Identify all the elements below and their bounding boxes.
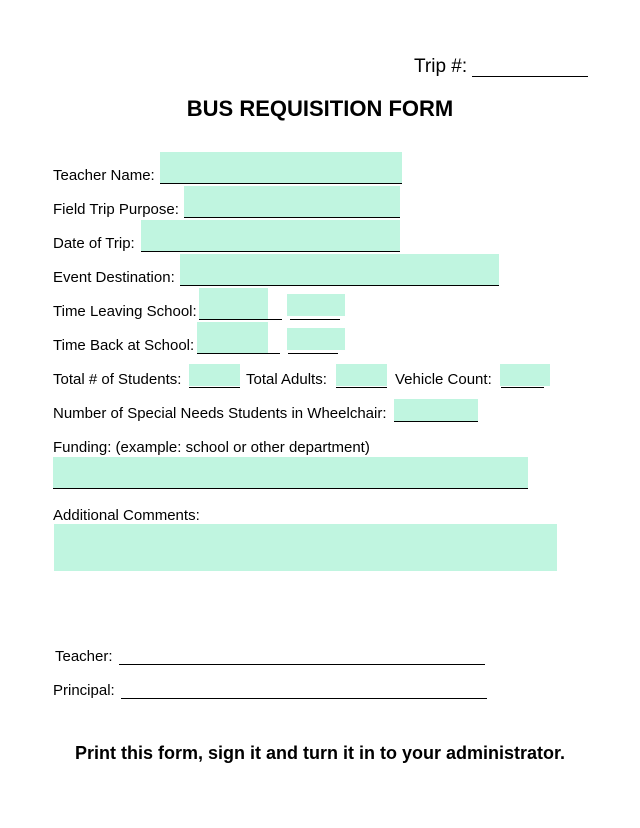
students-line bbox=[189, 387, 240, 388]
adults-line bbox=[336, 387, 387, 388]
time-leaving-ampm-line bbox=[290, 319, 340, 320]
time-back-ampm-field[interactable] bbox=[287, 328, 345, 350]
adults-label: Total Adults: bbox=[246, 371, 327, 388]
funding-line bbox=[53, 488, 528, 489]
time-back-line bbox=[197, 353, 280, 354]
teacher-name-field[interactable] bbox=[160, 152, 402, 184]
principal-signature-label: Principal: bbox=[53, 682, 115, 699]
destination-field[interactable] bbox=[180, 254, 499, 286]
teacher-signature-label: Teacher: bbox=[55, 648, 113, 665]
purpose-label: Field Trip Purpose: bbox=[53, 201, 179, 218]
vehicles-label: Vehicle Count: bbox=[395, 371, 492, 388]
comments-label: Additional Comments: bbox=[53, 507, 200, 524]
students-field[interactable] bbox=[189, 364, 240, 386]
form-title: BUS REQUISITION FORM bbox=[186, 96, 454, 121]
time-leaving-label: Time Leaving School: bbox=[53, 303, 197, 320]
funding-label: Funding: (example: school or other department) bbox=[53, 439, 370, 456]
special-needs-line bbox=[394, 421, 478, 422]
teacher-name-line bbox=[160, 183, 402, 184]
vehicles-line bbox=[501, 387, 544, 388]
special-needs-label: Number of Special Needs Students in Wheelchair: bbox=[53, 405, 387, 422]
comments-field[interactable] bbox=[54, 524, 557, 571]
time-back-ampm-line bbox=[288, 353, 338, 354]
teacher-signature-line[interactable] bbox=[119, 664, 485, 665]
date-line bbox=[141, 251, 400, 252]
adults-field[interactable] bbox=[336, 364, 387, 386]
principal-signature-line[interactable] bbox=[121, 698, 487, 699]
destination-label: Event Destination: bbox=[53, 269, 175, 286]
teacher-name-label: Teacher Name: bbox=[53, 167, 155, 184]
students-label: Total # of Students: bbox=[53, 371, 182, 388]
time-back-label: Time Back at School: bbox=[53, 337, 195, 354]
purpose-field[interactable] bbox=[184, 186, 400, 218]
time-leaving-ampm-field[interactable] bbox=[287, 294, 345, 316]
trip-number-line[interactable] bbox=[472, 76, 588, 77]
date-label: Date of Trip: bbox=[53, 235, 135, 252]
vehicles-field[interactable] bbox=[500, 364, 550, 386]
footer-instruction: Print this form, sign it and turn it in to your administrator. bbox=[74, 743, 566, 763]
trip-number-label: Trip #: bbox=[414, 56, 468, 77]
time-leaving-line bbox=[199, 319, 282, 320]
special-needs-field[interactable] bbox=[394, 399, 478, 421]
time-back-hour-field[interactable] bbox=[197, 322, 268, 354]
funding-field[interactable] bbox=[53, 457, 528, 489]
destination-line bbox=[180, 285, 499, 286]
purpose-line bbox=[184, 217, 400, 218]
time-leaving-hour-field[interactable] bbox=[199, 288, 268, 320]
date-field[interactable] bbox=[141, 220, 400, 252]
